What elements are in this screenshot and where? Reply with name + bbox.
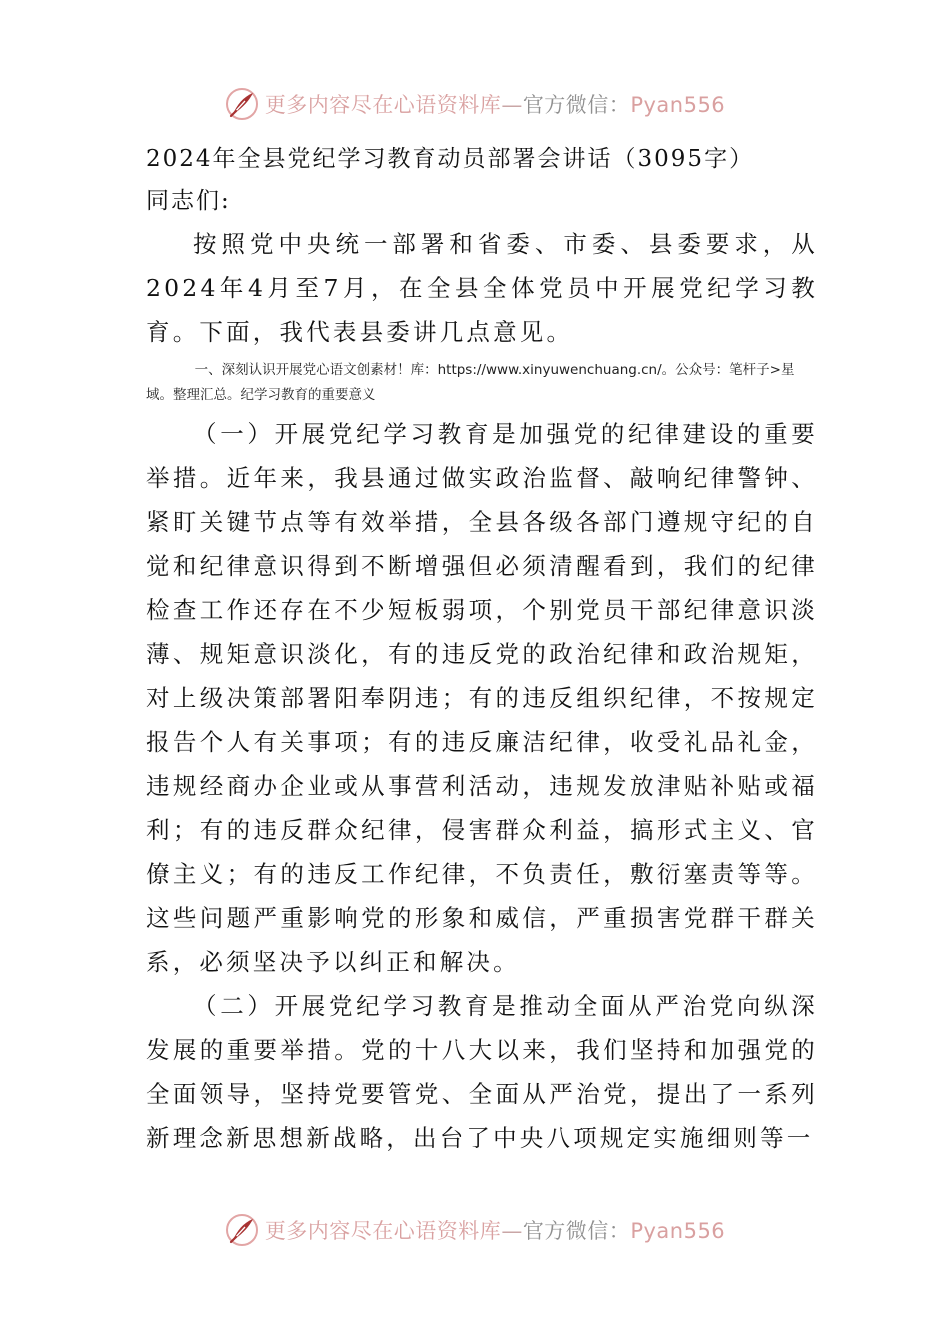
watermark-text <box>265 89 725 119</box>
watermark-official-label: 官方微信： <box>522 1219 631 1243</box>
watermark-brand: 更多内容尽在心语资料库 <box>264 1219 502 1243</box>
document-title: 2024年全县党纪学习教育动员部署会讲话（3095字） <box>146 146 755 172</box>
watermark-official-label: 官方微信： <box>522 93 631 117</box>
section-heading-note: 一、深刻认识开展党心语文创素材！库：https://www.xinyuwenchuang.cn/。公众号：笔杆子>星域。整理汇总。纪学习教育的重要意义 <box>146 362 795 403</box>
watermark-dash: — <box>501 1219 523 1243</box>
quill-pen-logo-icon <box>225 1213 259 1247</box>
header-watermark <box>0 84 950 124</box>
watermark-text <box>265 1215 725 1245</box>
watermark-dash: — <box>501 93 523 117</box>
watermark-wechat-id: Pyan556 <box>630 1219 726 1243</box>
paragraph-two: （二）开展党纪学习教育是推动全面从严治党向纵深发展的重要举措。党的十八大以来，我们坚持和加强党的全面领导，坚持党要管党、全面从严治党，提出了一系列新理念新思想新战略，出台了中央八项规定实施细则等一 <box>146 992 818 1152</box>
paragraph-one: （一）开展党纪学习教育是加强党的纪律建设的重要举措。近年来，我县通过做实政治监督、敲响纪律警钟、紧盯关键节点等有效举措，全县各级各部门遵规守纪的自觉和纪律意识得到不断增强但必须清醒看到，我们的纪律检查工作还存在不少短板弱项，个别党员干部纪律意识淡薄、规矩意识淡化，有的违反党的政治纪律和政治规矩，对上级决策部署阳奉阴违；有的违反组织纪律，不按规定报告个人有关事项；有的违反廉洁纪律，收受礼品礼金，违规经商办企业或从事营利活动，违规发放津贴补贴或福利；有的违反群众纪律，侵害群众利益，搞形式主义、官僚主义；有的违反工作纪律，不负责任，敷衍塞责等等。这些问题严重影响党的形象和威信，严重损害党群干群关系，必须坚决予以纠正和解决。 <box>146 420 818 976</box>
watermark-wechat-id: Pyan556 <box>630 93 726 117</box>
intro-paragraph: 按照党中央统一部署和省委、市委、县委要求，从2024年4月至7月，在全县全体党员中开展党纪学习教育。下面，我代表县委讲几点意见。 <box>146 230 818 346</box>
watermark-brand: 更多内容尽在心语资料库 <box>264 93 502 117</box>
greeting: 同志们: <box>146 188 231 214</box>
footer-watermark <box>0 1210 950 1250</box>
quill-pen-logo-icon <box>225 87 259 121</box>
document-body <box>146 138 818 1160</box>
